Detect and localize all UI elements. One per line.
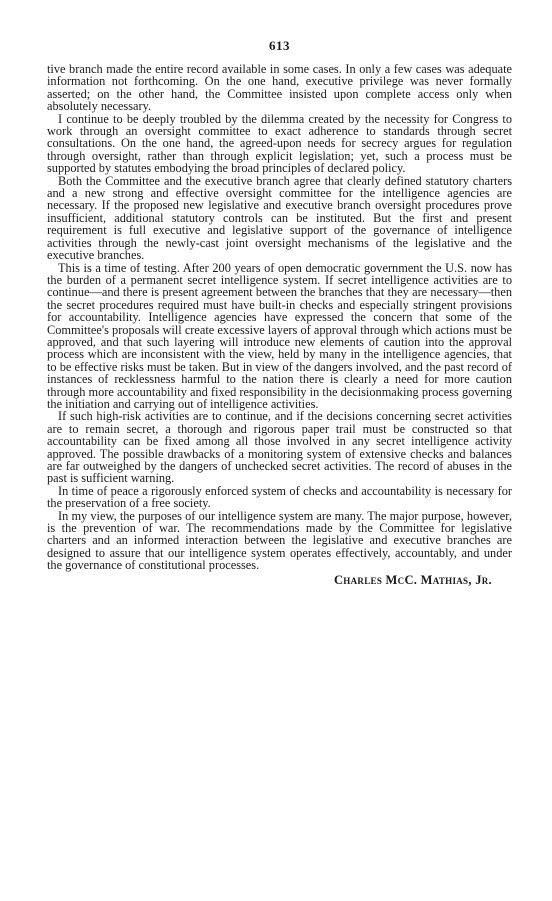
signature: Charles McC. Mathias, Jr. [333, 572, 492, 587]
paragraph-3: Both the Committee and the executive branch agree that clearly defined statutory charters and a new strong and effective oversight committee for the intelligence agencies are necessary. If the proposed new legislative and executive branch oversight procedures prove insufficient, additional statutory controls can be instituted. But the first and present requirement is full executive and legislative support of the governance of intelligence activities through the newly-cast joint oversight mechanisms of the legislative and the executive branches. [47, 173, 512, 263]
body-text [47, 63, 512, 572]
paragraph-2: I continue to be deeply troubled by the dilemma created by the necessity for Congress to work through an oversight committee to exact adherence to standards through secret consultations. On the one hand, the agreed-upon needs for secrecy argues for regulation through oversight, rather than through explicit legislation; yet, such a process must be supported by statutes embodying the broad principles of declared policy. [47, 111, 512, 176]
paragraph-1: tive branch made the entire record available in some cases. In only a few cases was adequate information not forthcoming. On the one hand, executive privilege was never formally asserted; on the other hand, the Committee insisted upon complete access only when absolutely necessary. [47, 62, 512, 114]
paragraph-5: If such high-risk activities are to continue, and if the decisions concerning secret activities are to remain secret, a thorough and rigorous paper trail must be constructed so that accountability can be fixed among all those involved in any secret intelligence activity approved. The possible drawbacks of a monitoring system of extensive checks and balances are far outweighed by the dangers of unchecked secret activities. The record of abuses in the past is sufficient warning. [47, 409, 512, 486]
paragraph-6: In time of peace a rigorously enforced system of checks and accountability is necessary for the preservation of a free society. [47, 483, 512, 511]
paragraph-7: In my view, the purposes of our intelligence system are many. The major purpose, however, is the prevention of war. The recommendations made by the Committee for legislative charters and an informed interaction between the legislative and executive branches are designed to assure that our intelligence system operates effectively, accountably, and under the governance of constitutional processes. [47, 508, 512, 573]
paragraph-4: This is a time of testing. After 200 years of open democratic government the U.S. now has the burden of a permanent secret intelligence system. If secret intelligence activities are to continue—and there is present agreement between the branches that they are necessary—then the secret procedures required must have built-in checks and especially stringent provisions for accountability. Intelligence agencies have expressed the concern that some of the Committee's proposals will create excessive layers of approval through which actions must be approved, and that such layering will introduce new elements of caution into the approval process which are inconsistent with the view, held by many in the intelligence agencies, that to be effective risks must be taken. But in view of the dangers involved, and the past record of instances of recklessness harmful to the nation there is clearly a need for more caution through more accountability and fixed responsibility in the decisionmaking process governing the initiation and carrying out of intelligence activities. [47, 260, 512, 411]
page-number: 613 [269, 38, 290, 53]
